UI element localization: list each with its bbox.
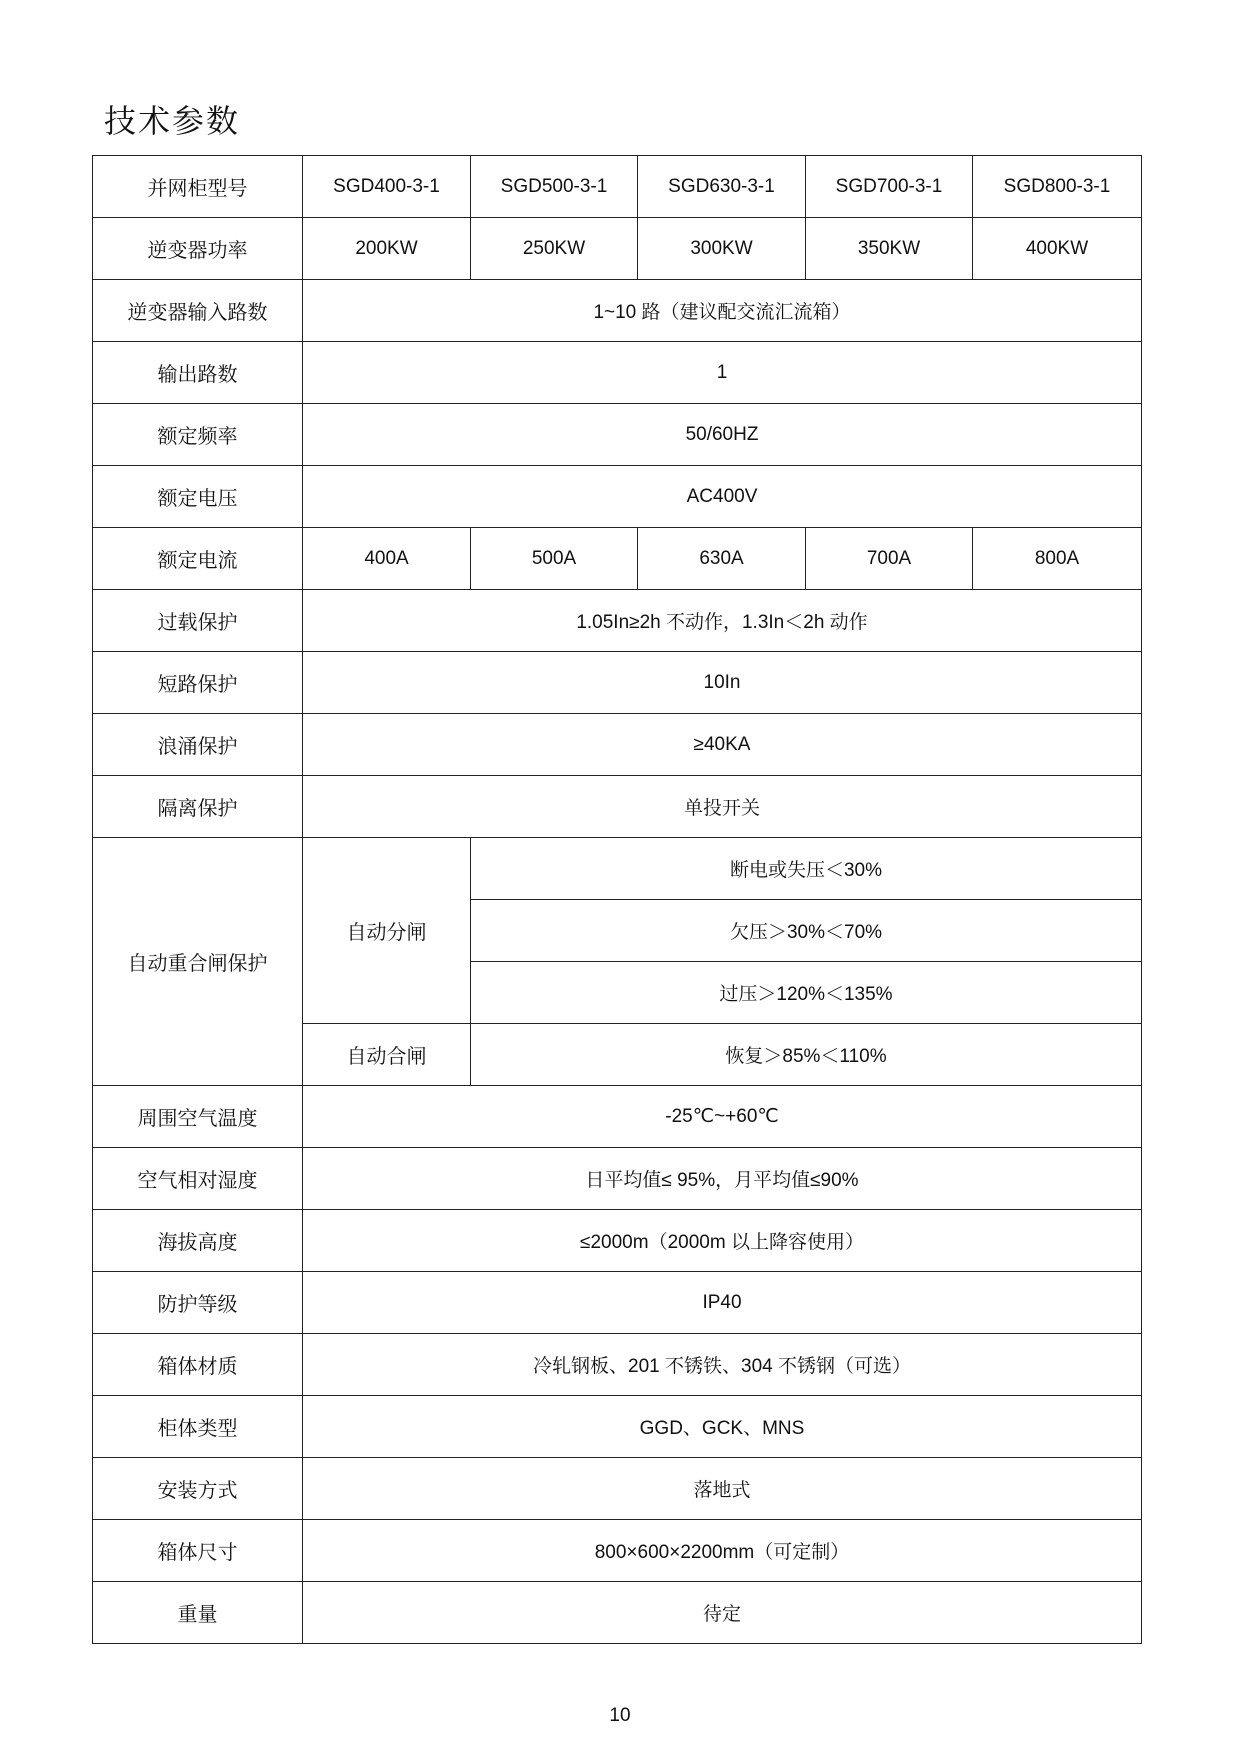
row-label: 空气相对湿度 xyxy=(93,1148,303,1210)
page-number: 10 xyxy=(609,1705,631,1726)
row-value: 日平均值≤ 95%，月平均值≤90% xyxy=(303,1148,1142,1210)
row-value: 恢复＞85%＜110% xyxy=(471,1024,1142,1086)
row-label: 箱体材质 xyxy=(93,1334,303,1396)
table-row xyxy=(93,590,1142,652)
current-cell: 400A xyxy=(303,528,471,590)
row-value: 断电或失压＜30% xyxy=(471,838,1142,900)
row-value: -25℃~+60℃ xyxy=(303,1086,1142,1148)
table-row xyxy=(93,838,1142,900)
table-row xyxy=(93,1520,1142,1582)
model-cell: SGD500-3-1 xyxy=(471,156,638,218)
page-title: 技术参数 xyxy=(104,102,241,140)
row-label: 短路保护 xyxy=(93,652,303,714)
model-cell: SGD630-3-1 xyxy=(638,156,806,218)
power-cell: 350KW xyxy=(806,218,973,280)
row-label: 逆变器功率 xyxy=(93,218,303,280)
table-row xyxy=(93,280,1142,342)
current-cell: 500A xyxy=(471,528,638,590)
row-label: 海拔高度 xyxy=(93,1210,303,1272)
table-row xyxy=(93,1396,1142,1458)
spec-table xyxy=(92,155,1142,1644)
row-label: 额定频率 xyxy=(93,404,303,466)
model-cell: SGD800-3-1 xyxy=(973,156,1142,218)
sub-label: 自动合闸 xyxy=(303,1024,471,1086)
row-label: 自动重合闸保护 xyxy=(93,838,303,1086)
table-row xyxy=(93,1272,1142,1334)
table-row xyxy=(93,1582,1142,1644)
row-label: 隔离保护 xyxy=(93,776,303,838)
row-value: AC400V xyxy=(303,466,1142,528)
row-label: 安装方式 xyxy=(93,1458,303,1520)
table-row xyxy=(93,1458,1142,1520)
row-value: 1~10 路（建议配交流汇流箱） xyxy=(303,280,1142,342)
table-row xyxy=(93,528,1142,590)
row-value: 欠压＞30%＜70% xyxy=(471,900,1142,962)
table-row xyxy=(93,652,1142,714)
row-value: 1 xyxy=(303,342,1142,404)
table-row xyxy=(93,466,1142,528)
current-cell: 800A xyxy=(973,528,1142,590)
row-label: 周围空气温度 xyxy=(93,1086,303,1148)
table-row xyxy=(93,404,1142,466)
row-label: 防护等级 xyxy=(93,1272,303,1334)
row-value: 800×600×2200mm（可定制） xyxy=(303,1520,1142,1582)
power-cell: 250KW xyxy=(471,218,638,280)
table-row xyxy=(93,776,1142,838)
row-value: 50/60HZ xyxy=(303,404,1142,466)
row-label: 额定电压 xyxy=(93,466,303,528)
row-label: 柜体类型 xyxy=(93,1396,303,1458)
row-label: 输出路数 xyxy=(93,342,303,404)
table-row xyxy=(93,1148,1142,1210)
row-value: ≥40KA xyxy=(303,714,1142,776)
row-value: GGD、GCK、MNS xyxy=(303,1396,1142,1458)
current-cell: 700A xyxy=(806,528,973,590)
row-label: 过载保护 xyxy=(93,590,303,652)
table-row xyxy=(93,1334,1142,1396)
power-cell: 400KW xyxy=(973,218,1142,280)
row-value: 单投开关 xyxy=(303,776,1142,838)
table-row xyxy=(93,1086,1142,1148)
row-label: 额定电流 xyxy=(93,528,303,590)
row-value: 落地式 xyxy=(303,1458,1142,1520)
row-value: ≤2000m（2000m 以上降容使用） xyxy=(303,1210,1142,1272)
row-label: 逆变器输入路数 xyxy=(93,280,303,342)
row-label: 箱体尺寸 xyxy=(93,1520,303,1582)
model-cell: SGD700-3-1 xyxy=(806,156,973,218)
table-row xyxy=(93,342,1142,404)
table-row xyxy=(93,156,1142,218)
row-label: 重量 xyxy=(93,1582,303,1644)
row-value: 1.05In≥2h 不动作，1.3In＜2h 动作 xyxy=(303,590,1142,652)
row-value: IP40 xyxy=(303,1272,1142,1334)
row-value: 10In xyxy=(303,652,1142,714)
table-row xyxy=(93,1210,1142,1272)
power-cell: 300KW xyxy=(638,218,806,280)
current-cell: 630A xyxy=(638,528,806,590)
sub-label: 自动分闸 xyxy=(303,838,471,1024)
table-row xyxy=(93,218,1142,280)
row-value: 过压＞120%＜135% xyxy=(471,962,1142,1024)
table-row xyxy=(93,714,1142,776)
row-value: 冷轧钢板、201 不锈铁、304 不锈钢（可选） xyxy=(303,1334,1142,1396)
row-label: 浪涌保护 xyxy=(93,714,303,776)
row-value: 待定 xyxy=(303,1582,1142,1644)
row-label: 并网柜型号 xyxy=(93,156,303,218)
model-cell: SGD400-3-1 xyxy=(303,156,471,218)
power-cell: 200KW xyxy=(303,218,471,280)
